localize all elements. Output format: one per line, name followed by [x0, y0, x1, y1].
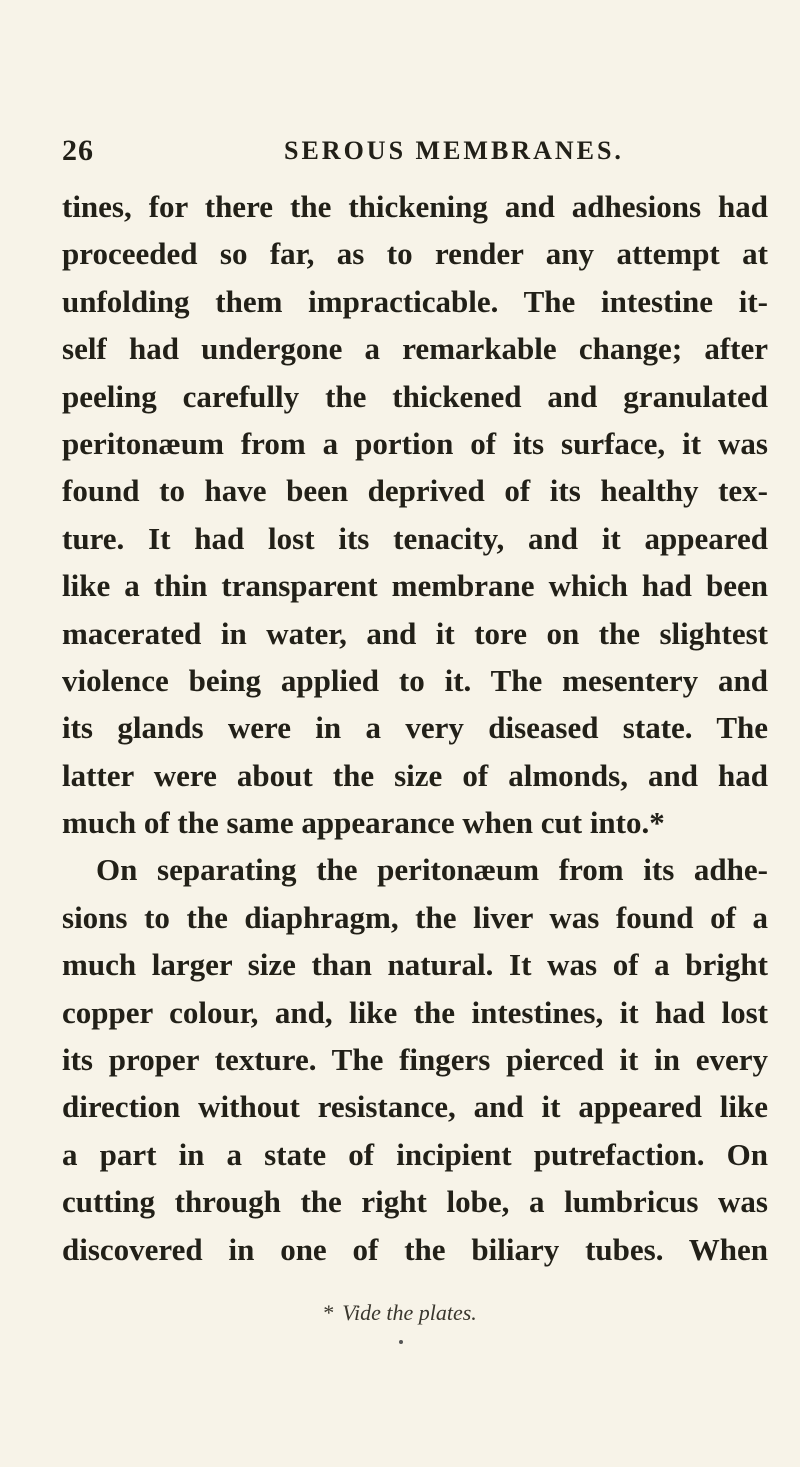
text-line: proceeded so far, as to render any attempt at: [62, 236, 768, 272]
text-line: its glands were in a very diseased state. The: [62, 710, 768, 746]
footnote: [0, 1300, 800, 1326]
text-line: like a thin transparent membrane which had been: [62, 568, 768, 604]
print-speck: [399, 1340, 403, 1344]
text-line: copper colour, and, like the intestines, it had lost: [62, 994, 768, 1030]
running-head: SEROUS MEMBRANES.: [284, 136, 624, 165]
text-line: direction without resistance, and it appeared like: [62, 1089, 768, 1125]
text-line: cutting through the right lobe, a lumbricus was: [62, 1184, 768, 1220]
text-line: discovered in one of the biliary tubes. When: [62, 1231, 768, 1267]
text-line: unfolding them impracticable. The intestine it-: [62, 283, 768, 319]
text-line: much larger size than natural. It was of a bright: [62, 947, 768, 983]
footnote-marker: *: [323, 1300, 335, 1325]
text-line: a part in a state of incipient putrefaction. On: [62, 1136, 768, 1172]
text-line: On separating the peritonæum from its adhe-: [96, 852, 768, 888]
text-line: peritonæum from a portion of its surface, it was: [62, 425, 768, 461]
text-line: latter were about the size of almonds, and had: [62, 757, 768, 793]
text-line: macerated in water, and it tore on the slightest: [62, 615, 768, 651]
text-line: self had undergone a remarkable change; after: [62, 331, 768, 367]
text-line: violence being applied to it. The mesentery and: [62, 662, 768, 698]
text-line: tines, for there the thickening and adhesions had: [62, 189, 768, 224]
text-line: found to have been deprived of its healthy tex-: [62, 473, 768, 509]
text-line: much of the same appearance when cut into.*: [62, 805, 665, 841]
text-line: ture. It had lost its tenacity, and it appeared: [62, 520, 768, 556]
page-number: 26: [62, 134, 94, 167]
text-line: peeling carefully the thickened and granulated: [62, 378, 768, 414]
text-line: sions to the diaphragm, the liver was found of a: [62, 899, 768, 935]
text-line: its proper texture. The fingers pierced it in every: [62, 1042, 768, 1078]
body-text: [62, 183, 768, 1273]
footnote-text: Vide the plates.: [342, 1300, 477, 1325]
page-header: [62, 134, 762, 178]
